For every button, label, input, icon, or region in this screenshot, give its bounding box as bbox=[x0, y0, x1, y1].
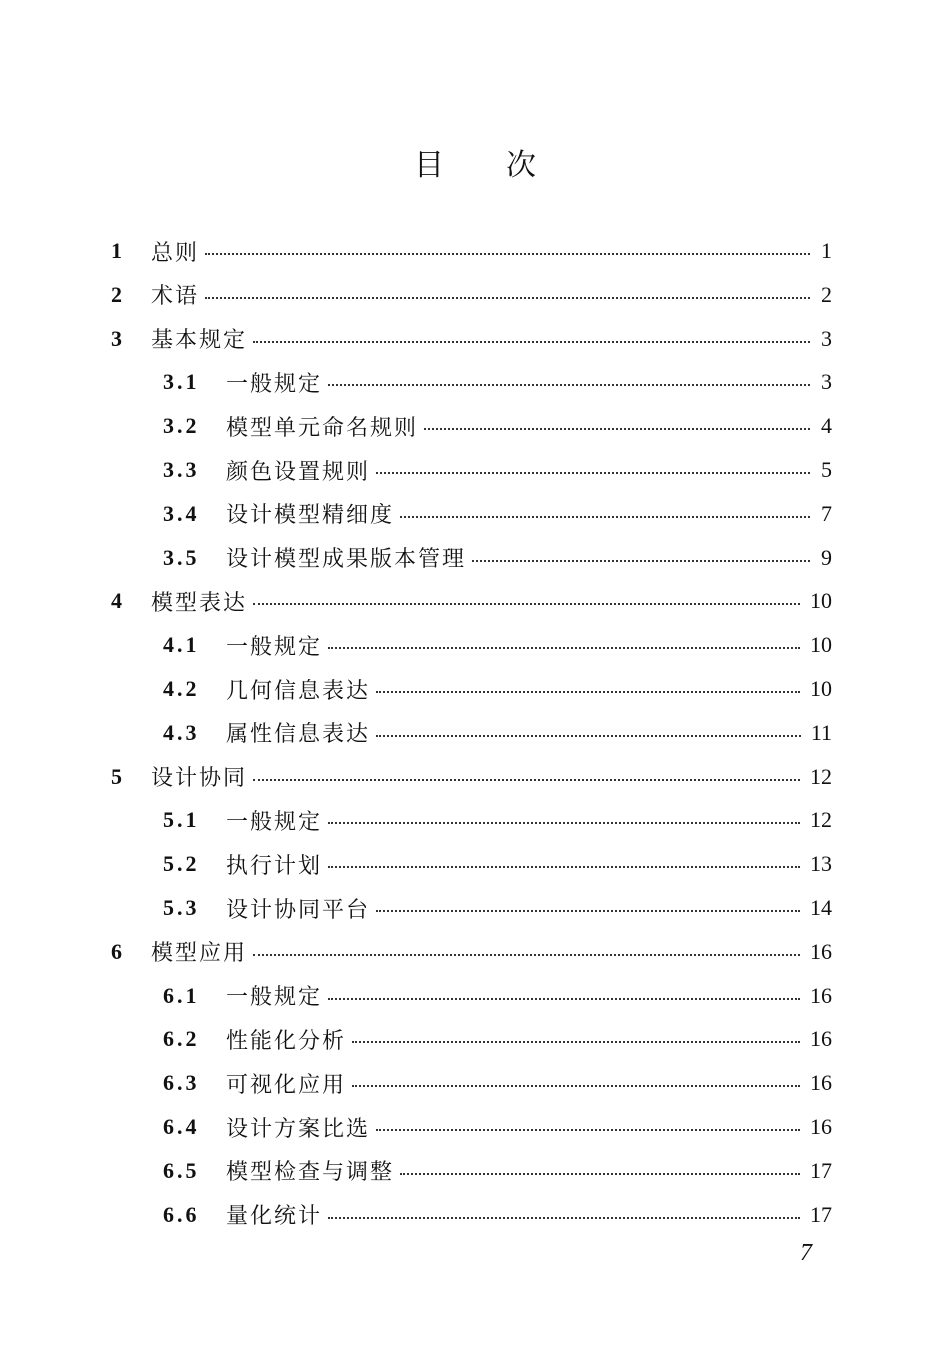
toc-entry-page-number: 16 bbox=[810, 982, 832, 1008]
toc-section-entry[interactable] bbox=[0, 1017, 832, 1061]
toc-entry-title: 量化统计 bbox=[226, 1204, 323, 1230]
toc-entry-number: 3.3 bbox=[163, 457, 200, 482]
title-char-1: 目 bbox=[414, 148, 444, 183]
toc-section-entry[interactable] bbox=[0, 886, 832, 930]
toc-entry-number: 4.3 bbox=[163, 719, 200, 745]
toc-entry-page-number: 10 bbox=[810, 676, 832, 701]
toc-chapter-entry[interactable] bbox=[0, 273, 832, 317]
toc-entry-number: 4.1 bbox=[163, 632, 200, 658]
toc-entry-title: 一般规定 bbox=[226, 371, 323, 397]
toc-entry-title: 属性信息表达 bbox=[226, 722, 371, 748]
toc-entry-page-number: 13 bbox=[810, 851, 832, 877]
toc-chapter-entry[interactable] bbox=[0, 579, 832, 623]
dot-leader bbox=[328, 647, 800, 649]
dot-leader bbox=[376, 910, 800, 912]
toc-entry-page-number: 16 bbox=[810, 1114, 832, 1139]
toc-entry-page-number: 16 bbox=[810, 1026, 832, 1052]
toc-entry-page-number: 17 bbox=[810, 1157, 832, 1183]
title-char-2: 次 bbox=[506, 148, 536, 183]
dot-leader bbox=[253, 603, 800, 605]
toc-entry-page-number: 2 bbox=[821, 281, 832, 307]
toc-entry-number: 1 bbox=[111, 238, 125, 263]
toc-entry-number: 3.4 bbox=[163, 500, 200, 526]
toc-entry-page-number: 1 bbox=[821, 238, 832, 263]
toc-section-entry[interactable] bbox=[0, 448, 832, 492]
toc-section-entry[interactable] bbox=[0, 1105, 832, 1149]
toc-chapter-entry[interactable] bbox=[0, 755, 832, 799]
dot-leader bbox=[376, 691, 800, 693]
toc-entry-number: 6.5 bbox=[163, 1157, 200, 1183]
toc-entry-number: 6.2 bbox=[163, 1026, 200, 1052]
toc-entry-page-number: 9 bbox=[821, 544, 832, 570]
dot-leader bbox=[376, 735, 801, 737]
toc-entry-page-number: 17 bbox=[810, 1201, 832, 1227]
dot-leader bbox=[424, 428, 810, 430]
dot-leader bbox=[253, 341, 810, 343]
toc-entry-number: 4 bbox=[111, 588, 125, 614]
page-number: 7 bbox=[800, 1240, 812, 1266]
toc-chapter-entry[interactable] bbox=[0, 317, 832, 361]
toc-entry-page-number: 7 bbox=[821, 500, 832, 526]
toc-section-entry[interactable] bbox=[0, 492, 832, 536]
toc-section-entry[interactable] bbox=[0, 711, 832, 755]
toc-entry-page-number: 12 bbox=[810, 807, 832, 833]
toc-entry-page-number: 14 bbox=[810, 895, 832, 920]
dot-leader bbox=[352, 1041, 800, 1043]
toc-entry-page-number: 11 bbox=[810, 719, 832, 745]
toc-entry-title: 执行计划 bbox=[226, 853, 323, 879]
dot-leader bbox=[400, 516, 810, 518]
toc-section-entry[interactable] bbox=[0, 536, 832, 580]
toc-section-entry[interactable] bbox=[0, 667, 832, 711]
toc-entry-title: 颜色设置规则 bbox=[226, 459, 371, 485]
toc-section-entry[interactable] bbox=[0, 842, 832, 886]
toc-section-entry[interactable] bbox=[0, 1061, 832, 1105]
toc-entry-title: 模型单元命名规则 bbox=[226, 415, 419, 441]
dot-leader bbox=[253, 954, 800, 956]
toc-entry-number: 5.1 bbox=[163, 807, 200, 833]
toc-entry-number: 4.2 bbox=[163, 676, 200, 701]
toc-entry-title: 模型检查与调整 bbox=[226, 1160, 395, 1186]
toc-entry-title: 术语 bbox=[151, 284, 200, 310]
toc-entry-page-number: 4 bbox=[821, 413, 832, 439]
toc-entry-number: 2 bbox=[111, 281, 125, 307]
toc-entry-title: 设计方案比选 bbox=[226, 1116, 371, 1142]
toc-entry-title: 设计模型精细度 bbox=[226, 503, 395, 529]
dot-leader bbox=[328, 1217, 800, 1219]
toc-entry-title: 性能化分析 bbox=[226, 1028, 347, 1054]
toc-entry-number: 5 bbox=[111, 763, 125, 789]
toc-entry-page-number: 16 bbox=[810, 1070, 832, 1096]
page-title bbox=[0, 140, 950, 184]
toc-section-entry[interactable] bbox=[0, 1193, 832, 1237]
toc-chapter-entry[interactable] bbox=[0, 229, 832, 273]
dot-leader bbox=[328, 822, 800, 824]
dot-leader bbox=[472, 560, 810, 562]
toc-entry-number: 3.5 bbox=[163, 544, 200, 570]
toc-entry-title: 设计模型成果版本管理 bbox=[226, 547, 467, 573]
toc-entry-number: 6.1 bbox=[163, 982, 200, 1008]
toc-entry-number: 3.1 bbox=[163, 369, 200, 395]
toc-entry-page-number: 16 bbox=[810, 938, 832, 964]
toc-entry-page-number: 12 bbox=[810, 763, 832, 789]
toc-entry-number: 5.3 bbox=[163, 895, 200, 920]
toc-section-entry[interactable] bbox=[0, 404, 832, 448]
toc-entry-page-number: 3 bbox=[821, 369, 832, 395]
toc-entry-number: 6.3 bbox=[163, 1070, 200, 1096]
toc-entry-title: 一般规定 bbox=[226, 809, 323, 835]
dot-leader bbox=[205, 253, 810, 255]
toc-entry-page-number: 10 bbox=[810, 632, 832, 658]
toc-entry-number: 5.2 bbox=[163, 851, 200, 877]
toc-entry-page-number: 10 bbox=[810, 588, 832, 614]
dot-leader bbox=[400, 1173, 800, 1175]
toc-entry-title: 模型表达 bbox=[151, 590, 248, 616]
toc-chapter-entry[interactable] bbox=[0, 930, 832, 974]
toc-entry-title: 一般规定 bbox=[226, 634, 323, 660]
toc-entry-title: 一般规定 bbox=[226, 985, 323, 1011]
dot-leader bbox=[253, 779, 800, 781]
toc-entry-title: 设计协同 bbox=[151, 766, 248, 792]
toc-section-entry[interactable] bbox=[0, 1149, 832, 1193]
toc-section-entry[interactable] bbox=[0, 798, 832, 842]
toc-entry-title: 可视化应用 bbox=[226, 1072, 347, 1098]
toc-entry-page-number: 5 bbox=[821, 457, 832, 482]
toc-entry-title: 几何信息表达 bbox=[226, 678, 371, 704]
toc-section-entry[interactable] bbox=[0, 360, 832, 404]
dot-leader bbox=[376, 472, 810, 474]
dot-leader bbox=[376, 1129, 800, 1131]
toc-entry-title: 总则 bbox=[151, 240, 200, 266]
toc-entry-title: 基本规定 bbox=[151, 328, 248, 354]
toc-entry-title: 设计协同平台 bbox=[226, 897, 371, 923]
toc-entry-title: 模型应用 bbox=[151, 941, 248, 967]
toc-entry-number: 3 bbox=[111, 325, 125, 351]
dot-leader bbox=[205, 297, 810, 299]
dot-leader bbox=[352, 1085, 800, 1087]
toc-section-entry[interactable] bbox=[0, 623, 832, 667]
toc-entry-number: 6 bbox=[111, 938, 125, 964]
toc-entry-number: 6.6 bbox=[163, 1201, 200, 1227]
toc-section-entry[interactable] bbox=[0, 974, 832, 1018]
dot-leader bbox=[328, 866, 800, 868]
dot-leader bbox=[328, 998, 800, 1000]
toc-entry-number: 3.2 bbox=[163, 413, 200, 439]
toc-entry-number: 6.4 bbox=[163, 1114, 200, 1139]
toc-entry-page-number: 3 bbox=[821, 325, 832, 351]
dot-leader bbox=[328, 384, 810, 386]
